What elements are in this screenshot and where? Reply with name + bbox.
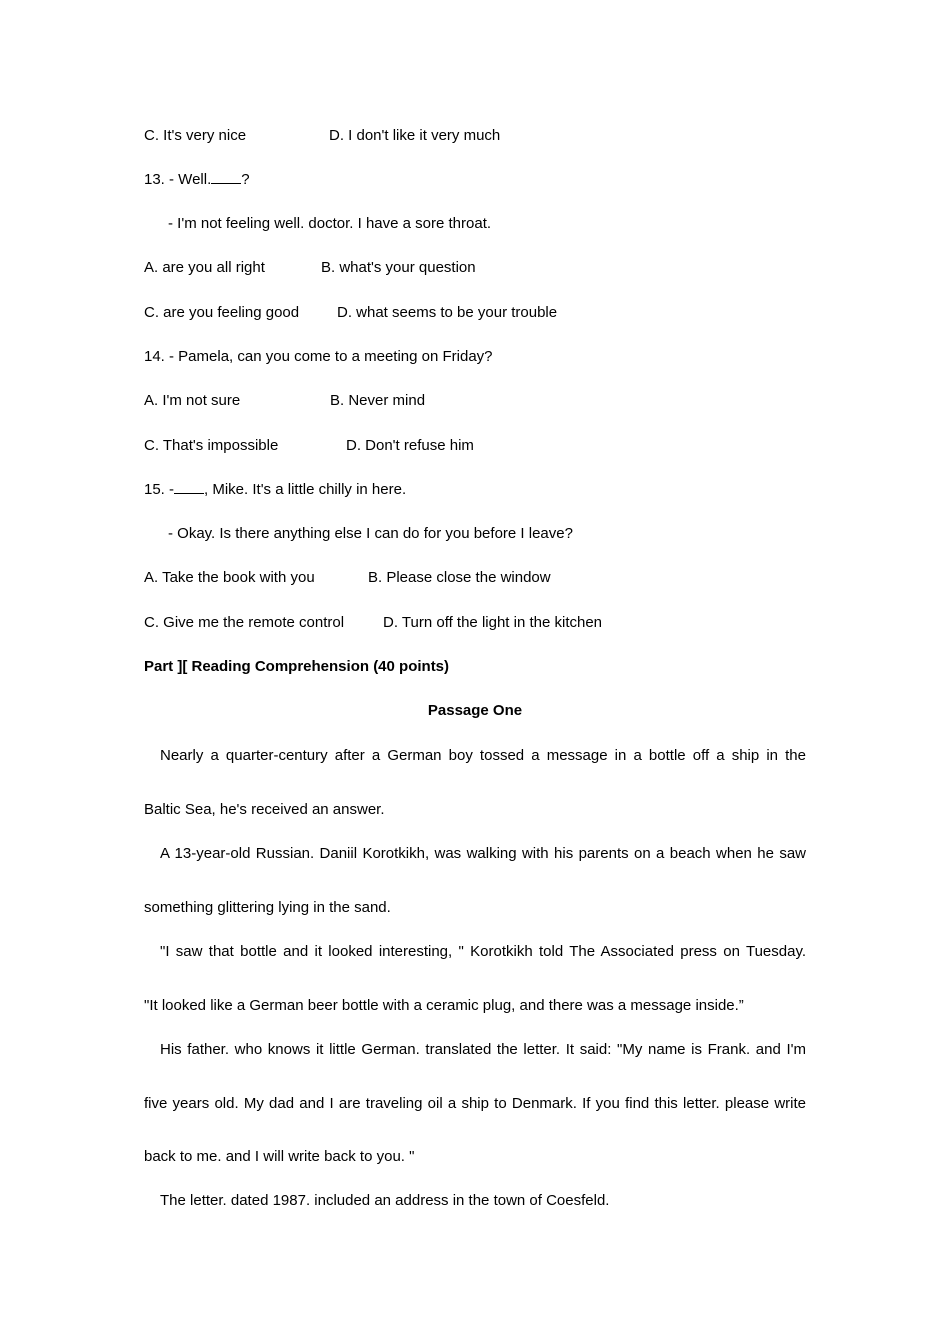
q15-blank [174, 480, 204, 494]
passage-p2-line1: A 13-year-old Russian. Daniil Korotkikh, was walking with his parents on a beach when he saw [160, 845, 806, 862]
passage-p5-line1: The letter. dated 1987. included an address in the town of Coesfeld. [160, 1192, 610, 1209]
passage-p1-line2: Baltic Sea, he's received an answer. [144, 801, 385, 818]
q13-option-d: D. what seems to be your trouble [337, 304, 558, 321]
q15-suffix: , Mike. It's a little chilly in here. [204, 481, 407, 498]
q13-option-a: A. are you all right [144, 259, 265, 276]
passage-p3-line2: "It looked like a German beer bottle with a ceramic plug, and there was a message inside.” [144, 997, 744, 1014]
passage-p4-line2: five years old. My dad and I are traveling oil a ship to Denmark. If you find this letter. please write [144, 1095, 806, 1112]
q13-prefix: 13. - Well. [144, 171, 212, 188]
q13-suffix: ? [241, 171, 250, 188]
passage-title: Passage One [427, 702, 523, 719]
q13-question [144, 170, 250, 190]
q14-option-a: A. I'm not sure [144, 392, 241, 409]
q14-option-c: C. That's impossible [144, 437, 279, 454]
q13-option-b: B. what's your question [321, 259, 476, 276]
q15-option-a: A. Take the book with you [144, 569, 315, 586]
q15-reply: - Okay. Is there anything else I can do for you before I leave? [168, 525, 573, 542]
passage-p4-line1: His father. who knows it little German. translated the letter. It said: "My name is Frank. and I'm [160, 1041, 806, 1058]
part-heading: Part ][ Reading Comprehension (40 points) [144, 658, 450, 675]
q14-option-d: D. Don't refuse him [346, 437, 474, 454]
q14-option-b: B. Never mind [330, 392, 426, 409]
q12-option-d: D. I don't like it very much [329, 127, 501, 144]
passage-p2-line2: something glittering lying in the sand. [144, 899, 391, 916]
passage-p3-line1: "I saw that bottle and it looked interesting, " Korotkikh told The Associated press on Tuesday. [160, 943, 806, 960]
q13-option-c: C. are you feeling good [144, 304, 300, 321]
q15-option-d: D. Turn off the light in the kitchen [383, 614, 603, 631]
q13-reply: - I'm not feeling well. doctor. I have a sore throat. [168, 215, 492, 232]
q13-blank [211, 170, 241, 184]
q15-option-c: C. Give me the remote control [144, 614, 345, 631]
q12-option-c: C. It's very nice [144, 127, 247, 144]
q15-question [144, 480, 406, 500]
q15-option-b: B. Please close the window [368, 569, 551, 586]
q14-question: 14. - Pamela, can you come to a meeting on Friday? [144, 348, 493, 365]
q15-prefix: 15. - [144, 481, 175, 498]
passage-p1-line1: Nearly a quarter-century after a German boy tossed a message in a bottle off a ship in the [160, 747, 806, 764]
passage-p4-line3: back to me. and I will write back to you. " [144, 1148, 415, 1165]
